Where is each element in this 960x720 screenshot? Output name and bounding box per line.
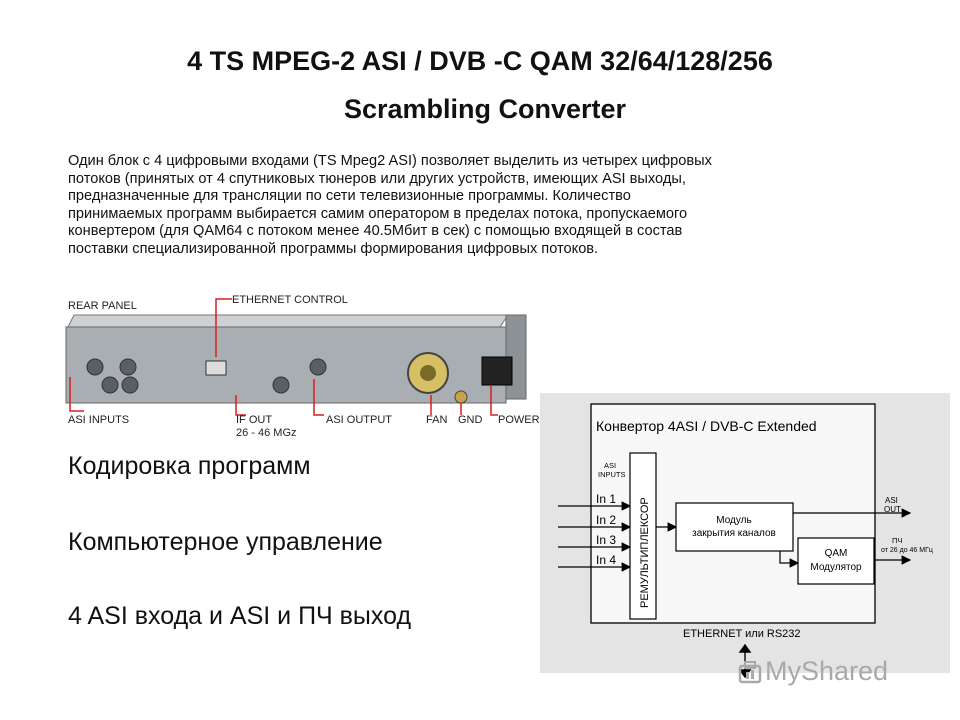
gnd-terminal [455, 391, 467, 403]
if-out-connector [273, 377, 289, 393]
rear-panel-title: REAR PANEL [68, 300, 137, 312]
power-socket [482, 357, 512, 385]
remultiplexer-label: РЕМУЛЬТИПЛЕКСОР [639, 497, 651, 608]
title-line-1: 4 TS MPEG-2 ASI / DVB -C QAM 32/64/128/256 [187, 46, 773, 76]
qam-label-1: QAM [824, 548, 848, 559]
power-label: POWER [498, 414, 540, 426]
feature-io: 4 ASI входа и ASI и ПЧ выход [68, 602, 412, 630]
asi-output-label: ASI OUTPUT [326, 414, 393, 426]
asi-out-label-1: ASI [885, 496, 898, 505]
rear-panel-illustration [60, 287, 545, 447]
paragraph-line: Один блок с 4 цифровыми входами (TS Mpeg2 ASI) позволяет выделить из четырех цифровых [68, 153, 712, 169]
qam-label-2: Модулятор [810, 562, 862, 573]
title-line-2: Scrambling Converter [343, 94, 627, 124]
scrambling-module-block [676, 503, 793, 551]
asi-input-connector [102, 377, 118, 393]
paragraph-line: конвертером (для QAM64 с потоком менее 40.5Мбит в сек) с помощью входящей в состав [68, 223, 683, 239]
asi-out-label-2: OUT [884, 505, 901, 514]
input-label-4: In 4 [596, 553, 617, 567]
pch-label-2: от 26 до 46 МГц [881, 547, 933, 554]
description-paragraph [68, 153, 908, 258]
paragraph-line: предназначенные для трансляции по сети телевизионные программы. Количество [68, 188, 631, 204]
asi-inputs-label-1: ASI [604, 461, 617, 470]
fan-label: FAN [426, 414, 448, 426]
asi-inputs-label: ASI INPUTS [68, 414, 130, 426]
input-label-2: In 2 [596, 513, 617, 527]
module-label-1: Модуль [716, 515, 752, 526]
if-range-label: 26 - 46 MGz [236, 427, 297, 439]
paragraph-line: поставки специализированной программы формирования цифровых потоков. [68, 240, 599, 257]
ethernet-control-label: ETHERNET CONTROL [232, 294, 348, 306]
feature-encoding: Кодировка программ [68, 452, 311, 480]
paragraph-line: потоков (принятых от 4 спутниковых тюнеров или других устройств, имеющих ASI выходы, [68, 170, 686, 187]
ethernet-port [206, 361, 226, 375]
input-label-1: In 1 [596, 492, 617, 506]
module-label-2: закрытия каналов [692, 528, 776, 539]
paragraph-line: принимаемых программ выбирается самим оператором в пределах потока, пропускаемого [68, 205, 688, 222]
asi-output-connector [310, 359, 326, 375]
asi-inputs-label-2: INPUTS [598, 470, 626, 479]
asi-input-connector [87, 359, 103, 375]
myshared-logo-icon [738, 660, 764, 686]
ethernet-rs232-label: ETHERNET или RS232 [683, 628, 801, 640]
if-out-label: IF OUT [236, 414, 273, 426]
qam-modulator-block [798, 538, 874, 584]
input-label-3: In 3 [596, 533, 617, 547]
asi-input-connector [120, 359, 136, 375]
feature-computer-control: Компьютерное управление [68, 528, 383, 556]
diagram-title: Конвертор 4ASI / DVB-C Extended [596, 418, 817, 434]
watermark-text: MyShared [765, 656, 889, 686]
asi-input-connector [122, 377, 138, 393]
gnd-label: GND [458, 414, 483, 426]
pch-label-1: ПЧ [892, 536, 903, 545]
